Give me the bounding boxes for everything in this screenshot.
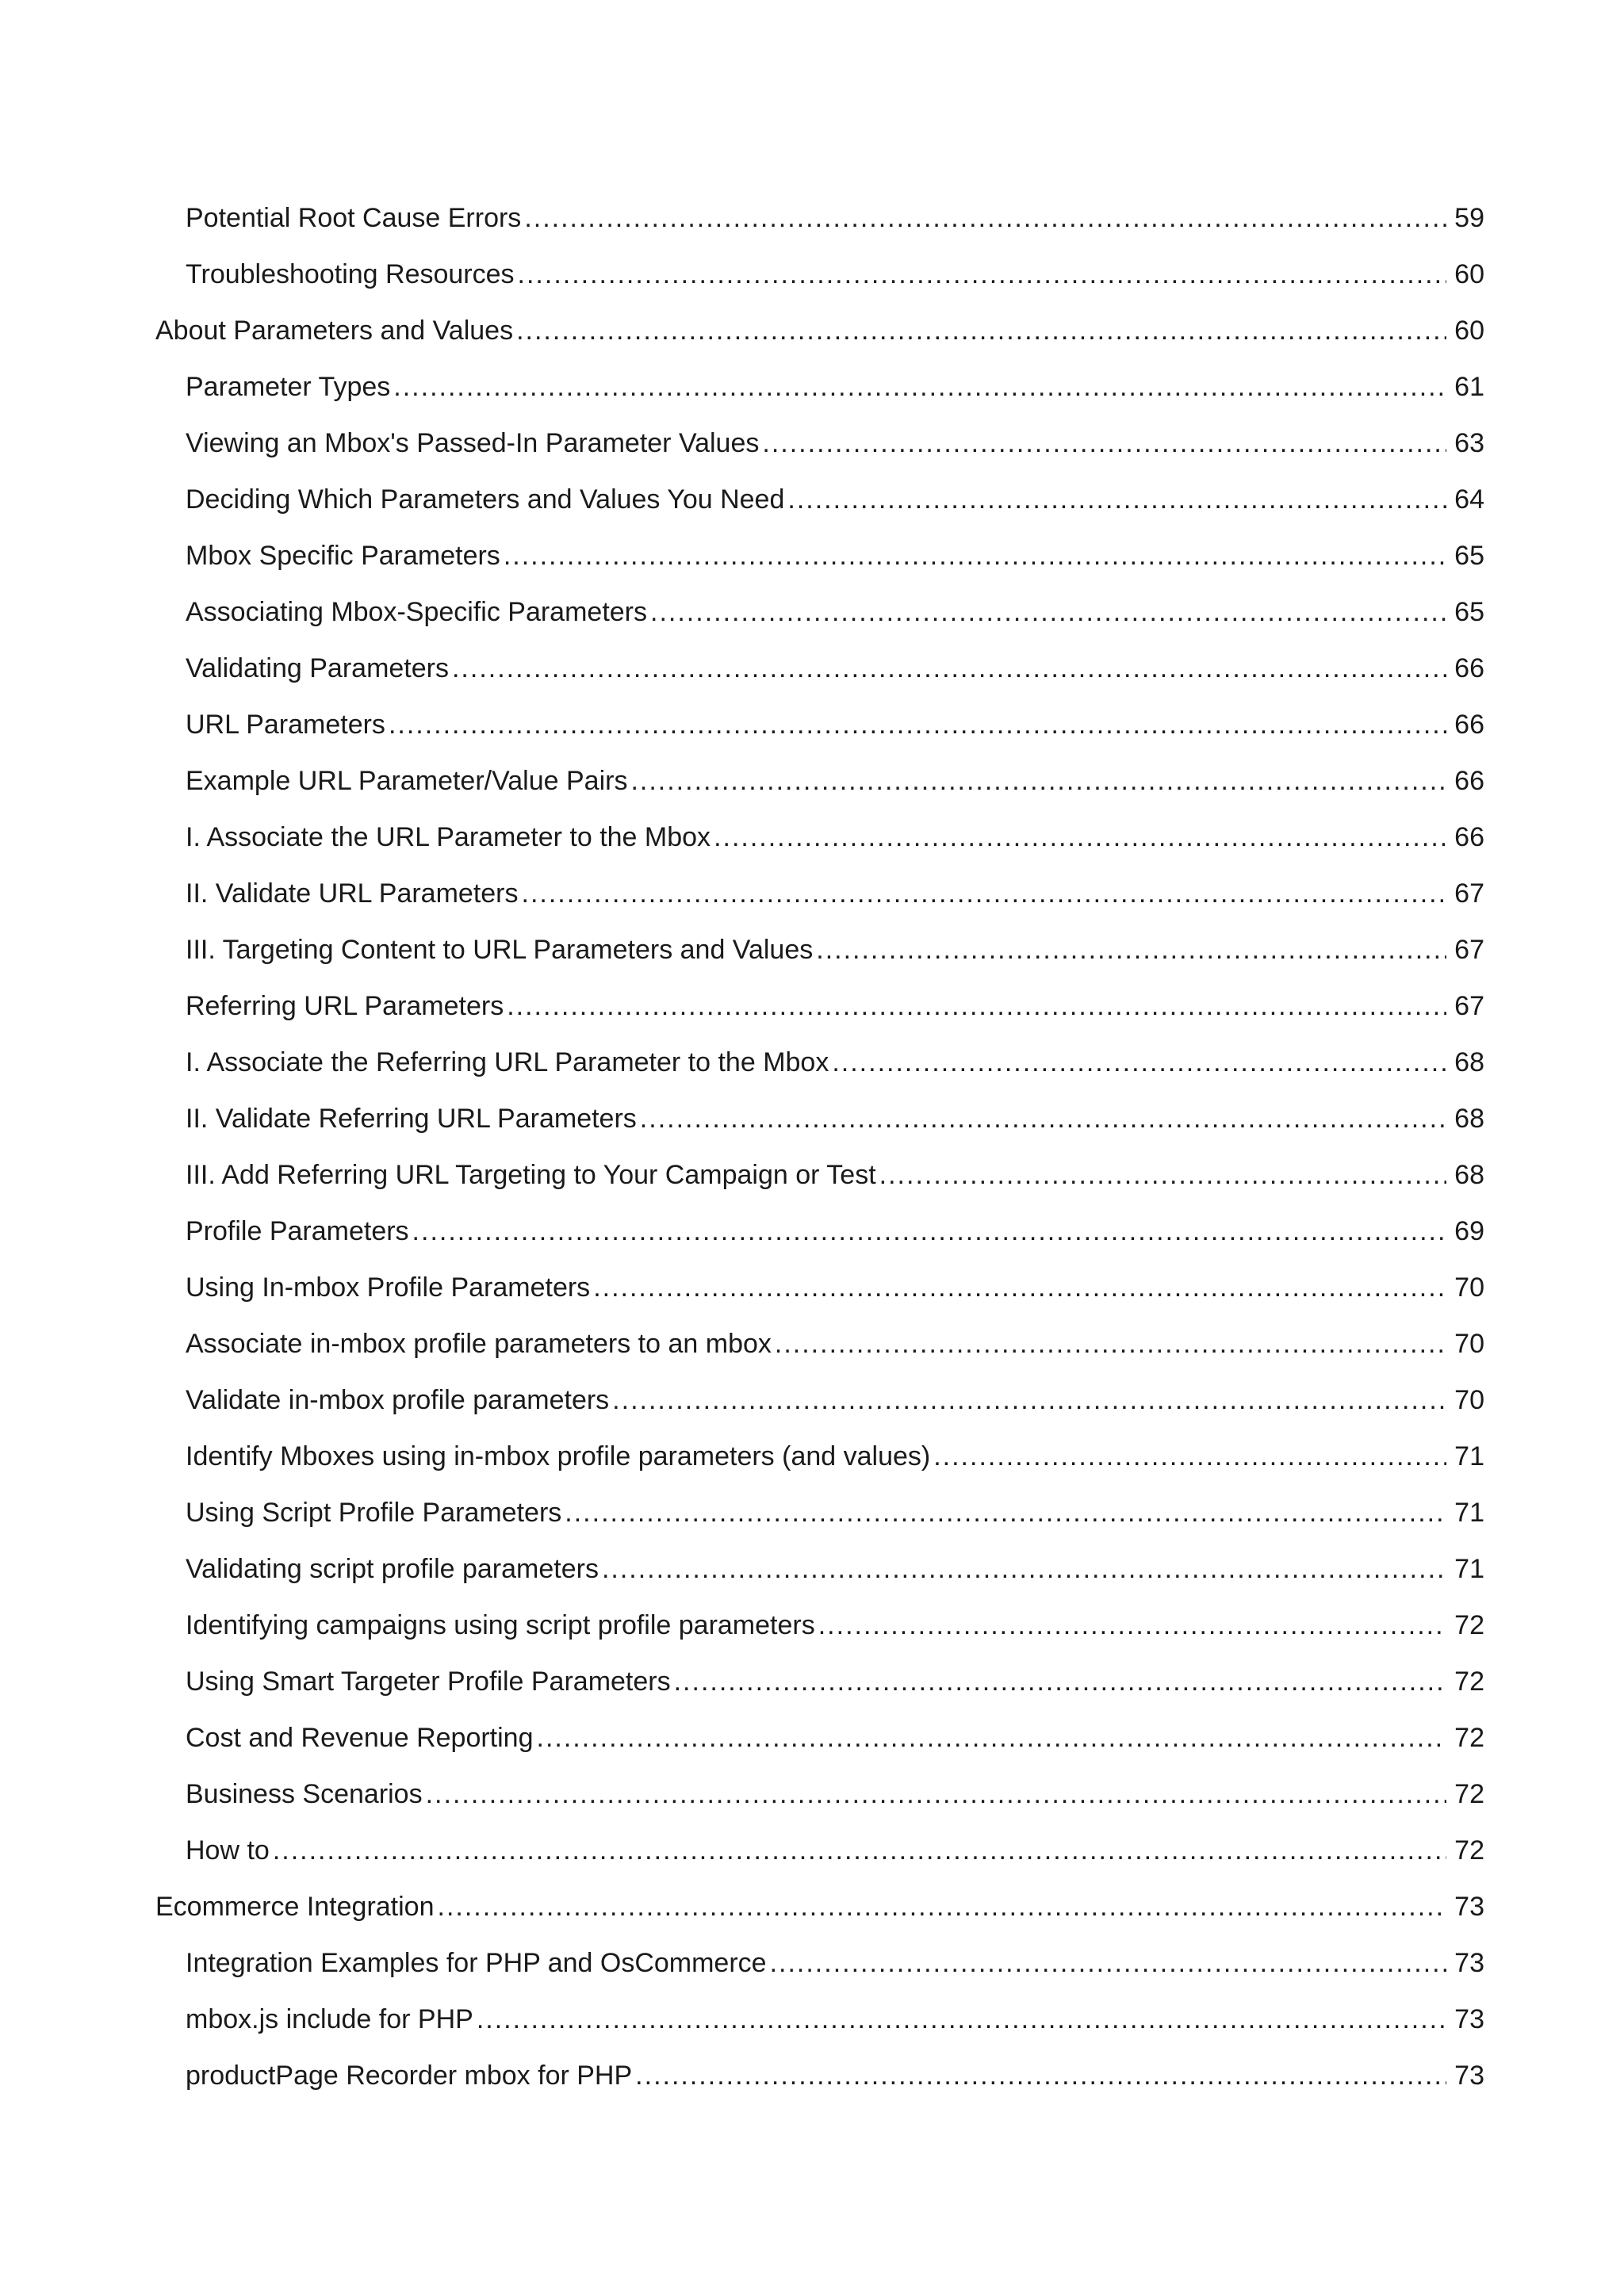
dot-leader (565, 1485, 1446, 1541)
toc-entry-title: Referring URL Parameters (186, 991, 504, 1021)
toc-entry-page: 59 (1454, 203, 1484, 233)
toc-entry-title: III. Add Referring URL Targeting to Your Campaign or Test (186, 1160, 876, 1190)
dot-leader (426, 1766, 1446, 1823)
dot-leader (775, 1316, 1446, 1372)
toc-entry[interactable] (155, 809, 1484, 866)
toc-entry-page: 72 (1454, 1835, 1484, 1866)
toc-entry[interactable] (155, 641, 1484, 697)
toc-entry[interactable] (155, 1429, 1484, 1485)
toc-entry-page: 70 (1454, 1385, 1484, 1415)
toc-entry-page: 71 (1454, 1498, 1484, 1528)
toc-entry-title: III. Targeting Content to URL Parameters and Values (186, 935, 814, 965)
toc-entry[interactable] (155, 2048, 1484, 2104)
toc-entry[interactable] (155, 866, 1484, 922)
toc-entry-title: Associating Mbox-Specific Parameters (186, 597, 648, 627)
toc-entry[interactable] (155, 1879, 1484, 1935)
dot-leader (816, 922, 1446, 978)
toc-entry-page: 65 (1454, 541, 1484, 571)
toc-entry[interactable] (155, 1935, 1484, 1992)
toc-entry-page: 66 (1454, 710, 1484, 740)
dot-leader (674, 1654, 1446, 1710)
toc-entry[interactable] (155, 1710, 1484, 1766)
toc-entry[interactable] (155, 1541, 1484, 1598)
dot-leader (818, 1598, 1446, 1654)
toc-entry[interactable] (155, 697, 1484, 753)
toc-entry-title: Using In-mbox Profile Parameters (186, 1272, 591, 1303)
toc-entry-page: 60 (1454, 259, 1484, 289)
toc-entry-title: Parameter Types (186, 372, 391, 402)
dot-leader (518, 247, 1446, 303)
toc-entry-page: 66 (1454, 766, 1484, 796)
toc-entry-title: II. Validate Referring URL Parameters (186, 1104, 637, 1134)
toc-entry-page: 67 (1454, 878, 1484, 909)
toc-entry-title: Potential Root Cause Errors (186, 203, 522, 233)
toc-entry-title: Cost and Revenue Reporting (186, 1723, 534, 1753)
toc-entry[interactable] (155, 922, 1484, 978)
toc-entry[interactable] (155, 1372, 1484, 1429)
dot-leader (630, 753, 1446, 809)
toc-entry-title: productPage Recorder mbox for PHP (186, 2061, 633, 2091)
toc-entry-page: 68 (1454, 1047, 1484, 1077)
dot-leader (477, 1992, 1446, 2048)
toc-entry-page: 72 (1454, 1667, 1484, 1697)
dot-leader (504, 528, 1446, 584)
toc-entry-page: 69 (1454, 1216, 1484, 1246)
toc-entry-page: 65 (1454, 597, 1484, 627)
toc-entry-page: 66 (1454, 822, 1484, 852)
table-of-contents (155, 190, 1484, 2104)
toc-entry-page: 71 (1454, 1441, 1484, 1471)
toc-entry-title: Example URL Parameter/Value Pairs (186, 766, 628, 796)
toc-entry-title: II. Validate URL Parameters (186, 878, 519, 909)
toc-entry[interactable] (155, 1035, 1484, 1091)
toc-entry-page: 68 (1454, 1104, 1484, 1134)
toc-entry-title: Mbox Specific Parameters (186, 541, 500, 571)
dot-leader (412, 1203, 1446, 1260)
toc-entry-page: 70 (1454, 1329, 1484, 1359)
toc-entry-title: I. Associate the Referring URL Parameter to the Mbox (186, 1047, 829, 1077)
toc-entry[interactable] (155, 1598, 1484, 1654)
toc-entry-title: About Parameters and Values (155, 316, 514, 346)
toc-entry-title: Deciding Which Parameters and Values You Need (186, 484, 785, 515)
dot-leader (452, 641, 1446, 697)
toc-entry[interactable] (155, 472, 1484, 528)
dot-leader (612, 1372, 1446, 1429)
toc-entry-page: 72 (1454, 1779, 1484, 1809)
toc-entry-page: 73 (1454, 2004, 1484, 2034)
dot-leader (593, 1260, 1446, 1316)
toc-entry[interactable] (155, 303, 1484, 359)
toc-entry-page: 73 (1454, 1948, 1484, 1978)
toc-entry-page: 70 (1454, 1272, 1484, 1303)
toc-entry[interactable] (155, 1147, 1484, 1203)
toc-entry[interactable] (155, 1316, 1484, 1372)
toc-entry-title: How to (186, 1835, 270, 1866)
dot-leader (516, 303, 1446, 359)
toc-entry-title: Validate in-mbox profile parameters (186, 1385, 610, 1415)
toc-entry-page: 66 (1454, 653, 1484, 683)
dot-leader (438, 1879, 1447, 1935)
toc-entry-title: Validating Parameters (186, 653, 449, 683)
toc-entry-title: Associate in-mbox profile parameters to an mbox (186, 1329, 772, 1359)
toc-entry[interactable] (155, 359, 1484, 415)
toc-entry-title: Identify Mboxes using in-mbox profile parameters (and values) (186, 1441, 931, 1471)
dot-leader (650, 584, 1446, 641)
toc-entry-title: Using Script Profile Parameters (186, 1498, 562, 1528)
toc-entry[interactable] (155, 1766, 1484, 1823)
dot-leader (507, 978, 1446, 1035)
dot-leader (635, 2048, 1446, 2104)
toc-entry-page: 63 (1454, 428, 1484, 458)
toc-entry[interactable] (155, 190, 1484, 247)
toc-entry[interactable] (155, 1203, 1484, 1260)
dot-leader (273, 1823, 1446, 1879)
toc-entry[interactable] (155, 1260, 1484, 1316)
toc-entry-title: Ecommerce Integration (155, 1892, 435, 1922)
toc-entry[interactable] (155, 1091, 1484, 1147)
dot-leader (832, 1035, 1446, 1091)
toc-entry-page: 73 (1454, 1892, 1484, 1922)
toc-entry[interactable] (155, 1485, 1484, 1541)
dot-leader (389, 697, 1446, 753)
toc-entry-page: 64 (1454, 484, 1484, 515)
toc-entry[interactable] (155, 415, 1484, 472)
dot-leader (393, 359, 1446, 415)
toc-entry-page: 61 (1454, 372, 1484, 402)
toc-entry-page: 73 (1454, 2061, 1484, 2091)
toc-entry-title: URL Parameters (186, 710, 385, 740)
toc-entry-page: 68 (1454, 1160, 1484, 1190)
toc-entry[interactable] (155, 1992, 1484, 2048)
toc-entry-page: 67 (1454, 935, 1484, 965)
toc-entry-page: 67 (1454, 991, 1484, 1021)
toc-entry[interactable] (155, 1654, 1484, 1710)
toc-entry-title: Viewing an Mbox's Passed-In Parameter Values (186, 428, 760, 458)
toc-entry[interactable] (155, 753, 1484, 809)
dot-leader (770, 1935, 1446, 1992)
toc-entry-title: Troubleshooting Resources (186, 259, 515, 289)
toc-entry-title: Identifying campaigns using script profile parameters (186, 1610, 815, 1640)
toc-entry-title: I. Associate the URL Parameter to the Mbox (186, 822, 711, 852)
dot-leader (640, 1091, 1446, 1147)
toc-entry-page: 72 (1454, 1723, 1484, 1753)
toc-entry-page: 60 (1454, 316, 1484, 346)
dot-leader (933, 1429, 1446, 1485)
toc-entry-title: Business Scenarios (186, 1779, 423, 1809)
toc-entry[interactable] (155, 247, 1484, 303)
toc-entry[interactable] (155, 1823, 1484, 1879)
toc-entry-title: Profile Parameters (186, 1216, 409, 1246)
toc-entry-title: Validating script profile parameters (186, 1554, 599, 1584)
toc-entry[interactable] (155, 978, 1484, 1035)
dot-leader (714, 809, 1446, 866)
toc-entry-page: 72 (1454, 1610, 1484, 1640)
dot-leader (537, 1710, 1447, 1766)
dot-leader (524, 190, 1446, 247)
toc-entry-title: Integration Examples for PHP and OsCommerce (186, 1948, 767, 1978)
dot-leader (879, 1147, 1446, 1203)
toc-entry-title: Using Smart Targeter Profile Parameters (186, 1667, 671, 1697)
toc-entry-page: 71 (1454, 1554, 1484, 1584)
dot-leader (602, 1541, 1446, 1598)
dot-leader (787, 472, 1446, 528)
toc-entry[interactable] (155, 528, 1484, 584)
toc-entry-title: mbox.js include for PHP (186, 2004, 473, 2034)
toc-entry[interactable] (155, 584, 1484, 641)
dot-leader (522, 866, 1446, 922)
dot-leader (762, 415, 1446, 472)
